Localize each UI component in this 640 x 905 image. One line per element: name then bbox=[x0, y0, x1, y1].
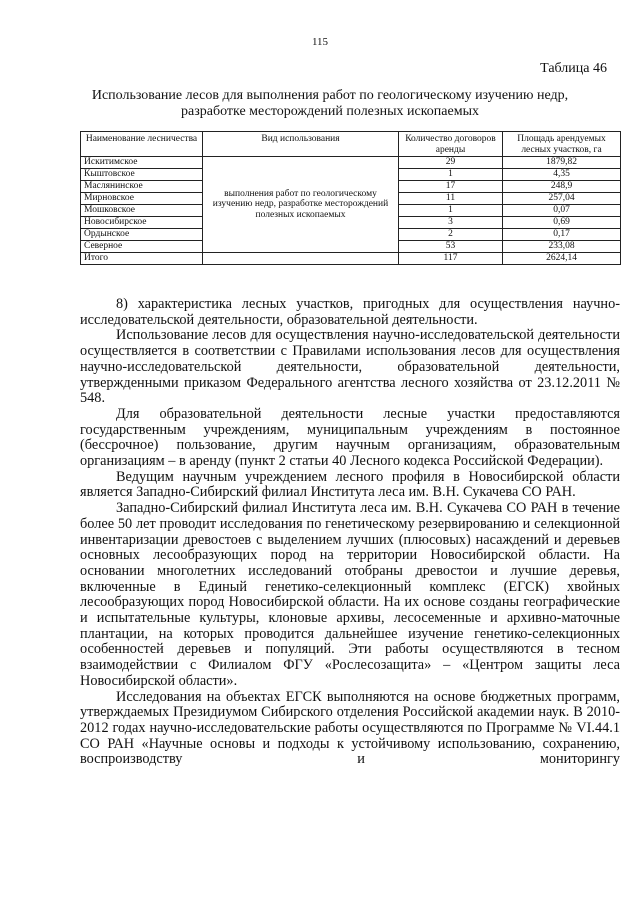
table-header-row bbox=[81, 132, 621, 157]
header-contracts: Количество договоров аренды bbox=[399, 132, 503, 157]
forestry-name: Новосибирское bbox=[81, 217, 203, 229]
contract-count: 11 bbox=[399, 193, 503, 205]
leased-area: 0,07 bbox=[503, 205, 621, 217]
leased-area: 233,08 bbox=[503, 241, 621, 253]
leased-area: 248,9 bbox=[503, 181, 621, 193]
table-total-row bbox=[81, 253, 621, 265]
leased-area: 257,04 bbox=[503, 193, 621, 205]
forestry-name: Кыштовское bbox=[81, 169, 203, 181]
paragraph: Использование лесов для осуществления научно-исследовательской деятельности осуществляется в соответствии с Правилами использования лесов для осуществления научно-исследовательской деятельности, образовательной деятельности, утвержденными приказом Федерального агентства лесного хозяйства от 23.12.2011 № 548. bbox=[80, 327, 620, 407]
contract-count: 1 bbox=[399, 205, 503, 217]
paragraph: Исследования на объектах ЕГСК выполняются на основе бюджетных программ, утверждаемых Президиумом Сибирского отделения Российской академии наук. В 2010-2012 годах научно-исследовательские работы осуществляются по Программе № VI.44.1 СО РАН «Научные основы и подходы к устойчивому использованию, сохранению, воспроизводству и мониторингу bbox=[80, 688, 620, 768]
total-empty-cell bbox=[203, 253, 399, 265]
header-forestry: Наименование лесничества bbox=[81, 132, 203, 157]
contract-count: 53 bbox=[399, 241, 503, 253]
forestry-name: Мирновское bbox=[81, 193, 203, 205]
table-row bbox=[81, 157, 621, 169]
paragraph: Западно-Сибирский филиал Института леса им. В.Н. Сукачева СО РАН в течение более 50 лет проводит исследования по генетическому резервированию и селекционной инвентаризации древостоев с выделением лучших (плюсовых) насаждений и деревьев основных лесообразующих пород на территории Новосибирской области. На основании многолетних исследований отобраны древостои и лучшие деревья, включенные в Единый генетико-селекционный комплекс (ЕГСК) хвойных лесообразующих пород Новосибирской области. На их основе созданы географические и испытательные культуры, клоновые архивы, лесосеменные и архивно-маточные плантации, на которых проводится дальнейшее изучение генетико-селекционных особенностей деревьев и популяций. Эти работы осуществляются в тесном взаимодействии с Филиалом ФГУ «Рослесозащита» – «Центром защиты леса Новосибирской области». bbox=[80, 500, 620, 689]
paragraph: Для образовательной деятельности лесные участки предоставляются государственным учреждениям, муниципальным учреждениям в постоянное (бессрочное) пользование, другим научным организациям, образовательным организациям – в аренду (пункт 2 статьи 40 Лесного кодекса Российской Федерации). bbox=[80, 405, 620, 470]
forest-use-table bbox=[80, 131, 621, 265]
paragraph: 8) характеристика лесных участков, пригодных для осуществления научно-исследовательской деятельности, образовательной деятельности. bbox=[80, 296, 620, 328]
body-text bbox=[80, 297, 620, 768]
leased-area: 0,69 bbox=[503, 217, 621, 229]
contract-count: 2 bbox=[399, 229, 503, 241]
page-number: 115 bbox=[311, 36, 329, 48]
contract-count: 17 bbox=[399, 181, 503, 193]
table-title: Использование лесов для выполнения работ по геологическому изучению недр, разработке месторождений полезных ископаемых bbox=[91, 88, 569, 119]
leased-area: 4,35 bbox=[503, 169, 621, 181]
forestry-name: Мошковское bbox=[81, 205, 203, 217]
forestry-name: Северное bbox=[81, 241, 203, 253]
leased-area: 0,17 bbox=[503, 229, 621, 241]
header-area: Площадь арендуемых лесных участков, га bbox=[503, 132, 621, 157]
forestry-name: Искитимское bbox=[81, 157, 203, 169]
leased-area: 1879,82 bbox=[503, 157, 621, 169]
contract-count: 29 bbox=[399, 157, 503, 169]
contract-count: 1 bbox=[399, 169, 503, 181]
contract-count: 3 bbox=[399, 217, 503, 229]
forestry-name: Маслянинское bbox=[81, 181, 203, 193]
table-label: Таблица 46 bbox=[540, 61, 607, 76]
header-use-type: Вид использования bbox=[203, 132, 399, 157]
total-label: Итого bbox=[81, 253, 203, 265]
total-count: 117 bbox=[399, 253, 503, 265]
total-area: 2624,14 bbox=[503, 253, 621, 265]
use-type-cell: выполнения работ по геологическому изучению недр, разработке месторождений полезных ископаемых bbox=[203, 157, 399, 253]
paragraph: Ведущим научным учреждением лесного профиля в Новосибирской области является Западно-Сибирский филиал Института леса им. В.Н. Сукачева СО РАН. bbox=[80, 468, 620, 501]
forestry-name: Ордынское bbox=[81, 229, 203, 241]
